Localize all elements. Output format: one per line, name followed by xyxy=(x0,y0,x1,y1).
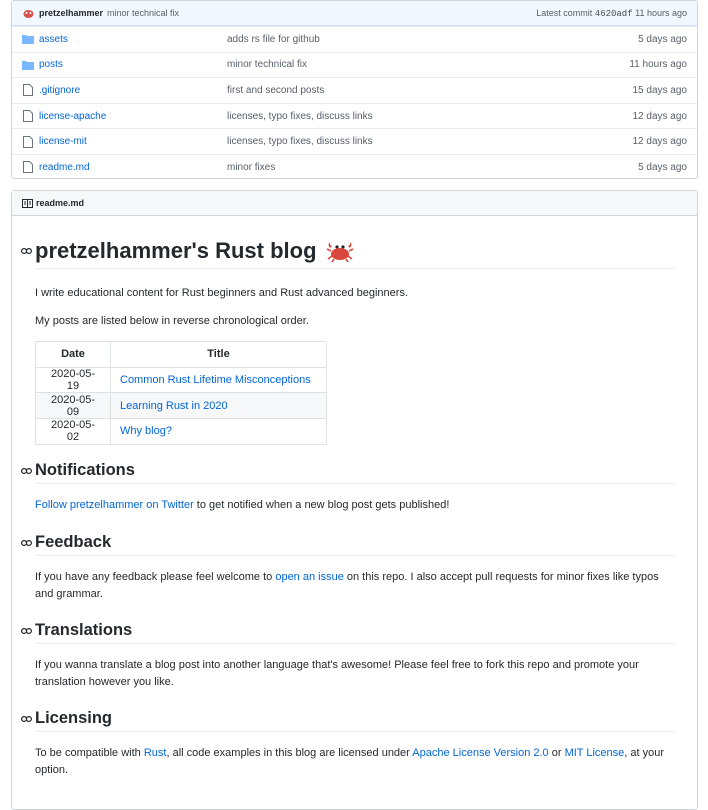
file-age: 5 days ago xyxy=(638,161,687,173)
table-row xyxy=(36,419,327,445)
post-title[interactable]: Learning Rust in 2020 xyxy=(111,393,327,419)
folder-icon xyxy=(22,59,34,71)
file-commit-message[interactable]: licenses, typo fixes, discuss links xyxy=(227,136,373,148)
table-header-row xyxy=(36,342,327,368)
file-row[interactable] xyxy=(12,26,697,52)
file-name[interactable]: .gitignore xyxy=(39,84,81,96)
file-commit-message[interactable]: licenses, typo fixes, discuss links xyxy=(227,110,373,122)
file-icon xyxy=(22,84,34,96)
crab-icon xyxy=(325,239,355,263)
mit-license-link[interactable]: MIT License xyxy=(564,747,625,759)
twitter-link[interactable]: Follow pretzelhammer on Twitter xyxy=(35,499,194,511)
post-title[interactable]: Common Rust Lifetime Misconceptions xyxy=(111,367,327,393)
file-browser xyxy=(11,0,698,179)
file-age: 12 days ago xyxy=(632,136,687,148)
feedback-heading: Feedback xyxy=(35,530,675,556)
file-row[interactable] xyxy=(12,103,697,129)
licensing-heading: Licensing xyxy=(35,706,675,732)
feedback-paragraph: If you have any feedback please feel welcome to open an issue on this repo. I also accept pull requests for minor fixes like typos and grammar. xyxy=(35,571,659,600)
readme-panel xyxy=(11,190,698,810)
intro-paragraph-1: I write educational content for Rust beginners and Rust advanced beginners. xyxy=(35,287,409,299)
file-commit-message[interactable]: adds rs file for github xyxy=(227,33,320,45)
table-row xyxy=(36,393,327,419)
file-age: 5 days ago xyxy=(638,33,687,45)
file-name[interactable]: readme.md xyxy=(39,161,90,173)
file-name[interactable]: license-mit xyxy=(39,136,87,148)
file-name[interactable]: posts xyxy=(39,59,63,71)
file-row[interactable] xyxy=(12,77,697,103)
licensing-paragraph: To be compatible with Rust, all code examples in this blog are licensed under Apache License Version 2.0 or MIT License, at your option. xyxy=(35,747,665,776)
file-commit-message[interactable]: first and second posts xyxy=(227,84,325,96)
file-commit-message[interactable]: minor technical fix xyxy=(227,59,308,71)
apache-license-link[interactable]: Apache License Version 2.0 xyxy=(412,747,549,759)
commit-age: 11 hours ago xyxy=(635,7,687,18)
translations-heading: Translations xyxy=(35,618,675,644)
file-icon xyxy=(22,136,34,148)
open-issue-link[interactable]: open an issue xyxy=(275,571,344,583)
file-commit-message[interactable]: minor fixes xyxy=(227,161,276,173)
file-name[interactable]: assets xyxy=(39,33,68,45)
intro-paragraph-2: My posts are listed below in reverse chronological order. xyxy=(35,315,309,327)
latest-commit-label: Latest commit xyxy=(536,7,593,18)
file-icon xyxy=(22,161,34,173)
post-date: 2020-05-19 xyxy=(36,367,111,393)
commit-info xyxy=(536,8,687,19)
book-icon xyxy=(22,199,33,208)
file-row[interactable] xyxy=(12,154,697,179)
file-name[interactable]: license-apache xyxy=(39,110,107,122)
table-header-date: Date xyxy=(36,342,111,368)
table-header-title: Title xyxy=(111,342,327,368)
link-icon[interactable] xyxy=(21,539,32,547)
file-row[interactable] xyxy=(12,128,697,154)
commit-message[interactable]: minor technical fix xyxy=(107,8,180,18)
link-icon[interactable] xyxy=(21,467,32,475)
notifications-heading: Notifications xyxy=(35,458,675,484)
link-icon[interactable] xyxy=(21,627,32,635)
file-age: 15 days ago xyxy=(632,84,687,96)
file-row[interactable] xyxy=(12,52,697,78)
readme-filename: readme.md xyxy=(36,198,85,208)
folder-icon xyxy=(22,33,34,45)
link-icon[interactable] xyxy=(21,715,32,723)
translations-paragraph: If you wanna translate a blog post into another language that's awesome! Please feel free to fork this repo and promote your translation however you like. xyxy=(35,659,639,688)
post-title[interactable]: Why blog? xyxy=(111,419,327,445)
avatar[interactable] xyxy=(22,7,35,20)
post-date: 2020-05-02 xyxy=(36,419,111,445)
commit-sha[interactable]: 4620adf xyxy=(594,8,633,19)
post-date: 2020-05-09 xyxy=(36,393,111,419)
rust-link[interactable]: Rust xyxy=(143,747,167,759)
latest-commit-bar xyxy=(12,1,697,26)
commit-author[interactable]: pretzelhammer xyxy=(39,8,104,18)
readme-header xyxy=(12,191,697,216)
link-icon[interactable] xyxy=(21,247,32,255)
posts-table xyxy=(35,341,327,445)
readme-title: pretzelhammer's Rust blog xyxy=(35,234,675,269)
file-icon xyxy=(22,110,34,122)
table-row xyxy=(36,367,327,393)
notifications-paragraph: Follow pretzelhammer on Twitter to get notified when a new blog post gets published! xyxy=(35,499,450,511)
file-age: 11 hours ago xyxy=(629,59,687,71)
file-age: 12 days ago xyxy=(632,110,687,122)
